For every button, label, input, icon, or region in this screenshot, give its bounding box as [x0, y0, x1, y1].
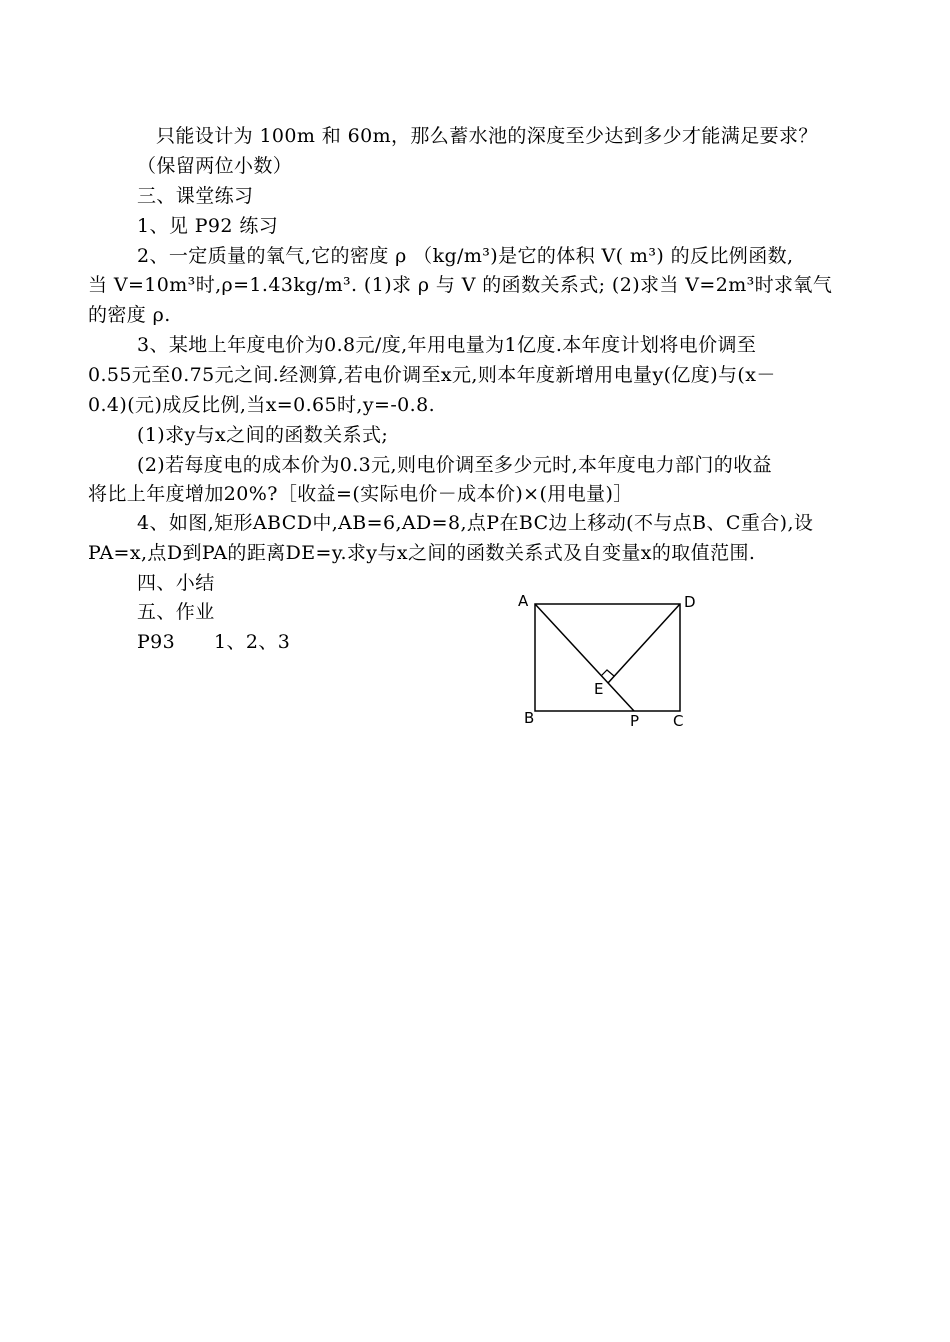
label-d: D — [684, 593, 696, 611]
section-heading-practice: 三、课堂练习 — [137, 185, 254, 207]
segment-de — [608, 604, 680, 683]
exercise-3-part-2-line-1: (2)若每度电的成本价为0.3元,则电价调至多少元时,本年度电力部门的收益 — [137, 454, 773, 476]
rectangle-figure — [510, 586, 700, 736]
exercise-4-line-1: 4、如图,矩形ABCD中,AB=6,AD=8,点P在BC边上移动(不与点B、C重合),设 — [137, 512, 814, 534]
exercise-3-part-1: (1)求y与x之间的函数关系式; — [137, 424, 389, 446]
section-heading-homework: 五、作业 — [137, 601, 215, 623]
section-heading-summary: 四、小结 — [137, 572, 215, 594]
exercise-2-line-3: 的密度 ρ. — [88, 304, 171, 326]
text-line-2: （保留两位小数） — [137, 155, 293, 177]
rectangle-figure-svg — [510, 586, 700, 736]
exercise-3-line-1: 3、某地上年度电价为0.8元/度,年用电量为1亿度.本年度计划将电价调至 — [137, 334, 757, 356]
exercise-3-part-2-line-2: 将比上年度增加20%?［收益=(实际电价－成本价)×(用电量)］ — [88, 483, 633, 505]
label-a: A — [518, 592, 529, 610]
label-e: E — [594, 680, 604, 698]
label-p: P — [630, 712, 640, 730]
right-angle-mark — [601, 670, 614, 676]
exercise-1: 1、见 P92 练习 — [137, 215, 279, 237]
exercise-3-line-2: 0.55元至0.75元之间.经测算,若电价调至x元,则本年度新增用电量y(亿度)与(x－ — [88, 364, 776, 386]
exercise-2-line-2: 当 V=10m³时,ρ=1.43kg/m³. (1)求 ρ 与 V 的函数关系式; (2)求当 V=2m³时求氧气 — [88, 274, 833, 296]
exercise-2-line-1: 2、一定质量的氧气,它的密度 ρ （kg/m³)是它的体积 V( m³) 的反比例函数, — [137, 245, 794, 267]
text-line-1: 只能设计为 100m 和 60m，那么蓄水池的深度至少达到多少才能满足要求？ — [156, 125, 818, 147]
segment-ap — [535, 604, 634, 711]
exercise-4-line-2: PA=x,点D到PA的距离DE=y.求y与x之间的函数关系式及自变量x的取值范围. — [88, 542, 756, 564]
label-b: B — [524, 709, 535, 727]
rectangle-abcd — [535, 604, 680, 711]
exercise-3-line-3: 0.4)(元)成反比例,当x=0.65时,y=-0.8. — [88, 394, 436, 416]
homework-assignment: P93 1、2、3 — [137, 631, 291, 653]
label-c: C — [673, 712, 684, 730]
